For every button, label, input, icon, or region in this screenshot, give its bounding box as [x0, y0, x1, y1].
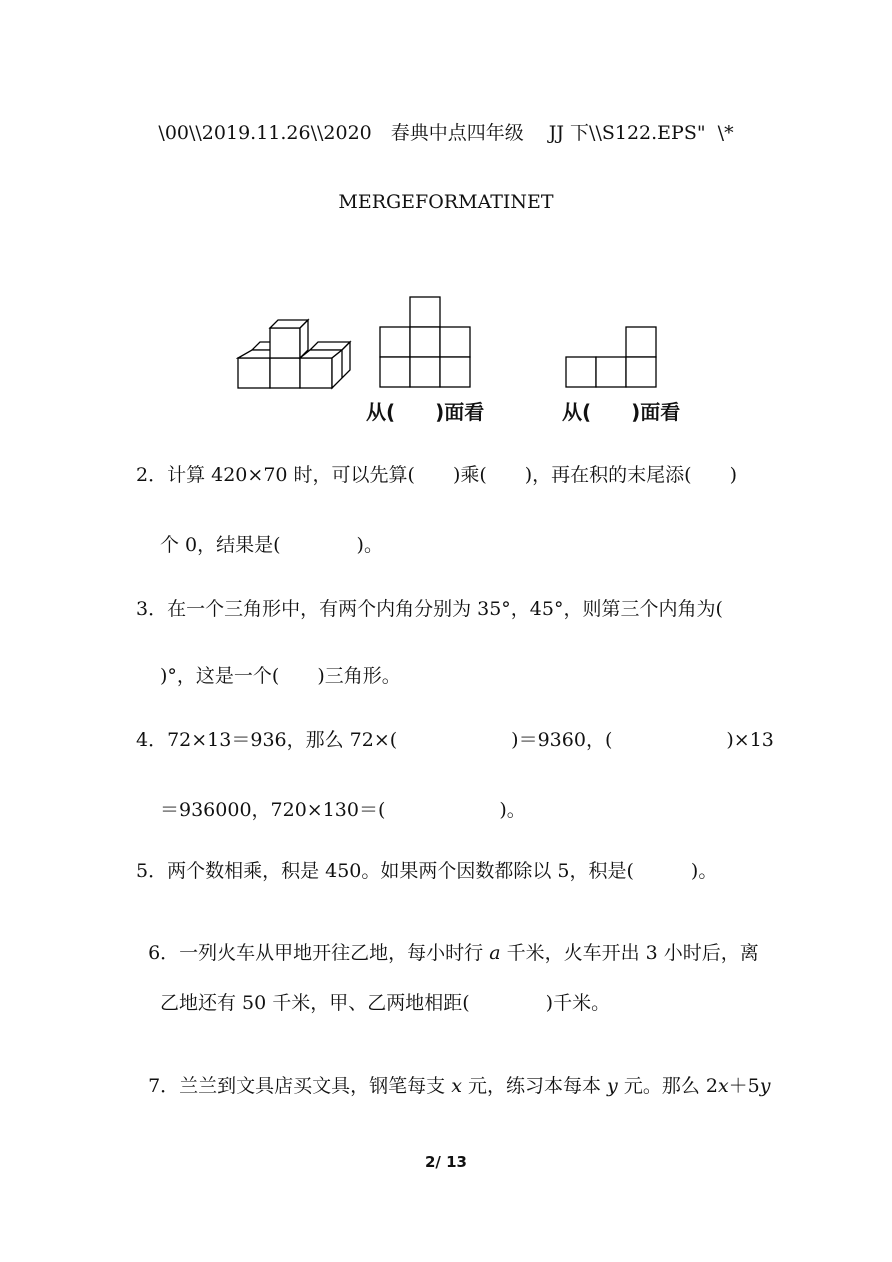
q6-text-a: 6．一列火车从甲地开往乙地，每小时行 — [148, 942, 490, 964]
cube-stack-3d-figure — [236, 318, 356, 390]
q6-text-b: 千米，火车开出 3 小时后，离 — [500, 942, 759, 964]
question-7-line-1 — [136, 1058, 771, 1096]
q7-var-y2: y — [759, 1075, 771, 1097]
header-line-2: MERGEFORMATINET — [338, 191, 554, 213]
question-6-line-1 — [136, 925, 759, 963]
question-3-line-1: 3．在一个三角形中，有两个内角分别为 35°，45°，则第三个内角为( — [136, 598, 723, 620]
question-4-line-2: ＝936000，720×130＝( )。 — [160, 799, 526, 821]
q6-variable-a: a — [489, 942, 501, 964]
question-6-line-2: 乙地还有 50 千米，甲、乙两地相距( )千米。 — [160, 992, 611, 1014]
question-4-line-1: 4．72×13＝936，那么 72×( )＝9360，( )×13 — [136, 729, 774, 751]
question-5-line-1: 5．两个数相乘，积是 450。如果两个因数都除以 5，积是( )。 — [136, 860, 718, 882]
q7-text-a: 7．兰兰到文具店买文具，钢笔每支 — [148, 1075, 452, 1097]
page-number: 2/ 13 — [424, 1153, 467, 1171]
q7-text-d: ＋5 — [728, 1075, 760, 1097]
header-line-1: \00\\2019.11.26\\2020 春典中点四年级 JJ 下\\S122.EPS" \* — [158, 122, 734, 144]
view-label-right: 从( )面看 — [562, 400, 681, 424]
q7-text-b: 元，练习本每本 — [461, 1075, 608, 1097]
q7-var-x: x — [451, 1075, 462, 1097]
side-view-figure — [564, 326, 660, 390]
front-view-figure — [378, 296, 474, 390]
question-2-line-2: 个 0，结果是( )。 — [160, 534, 383, 556]
q7-text-c: 元。那么 2 — [617, 1075, 718, 1097]
q7-var-x2: x — [717, 1075, 729, 1097]
question-3-line-2: )°，这是一个( )三角形。 — [160, 665, 401, 687]
view-label-left: 从( )面看 — [366, 400, 485, 424]
question-2-line-1: 2．计算 420×70 时，可以先算( )乘( )，再在积的末尾添( ) — [136, 464, 738, 486]
q7-var-y: y — [607, 1075, 618, 1097]
